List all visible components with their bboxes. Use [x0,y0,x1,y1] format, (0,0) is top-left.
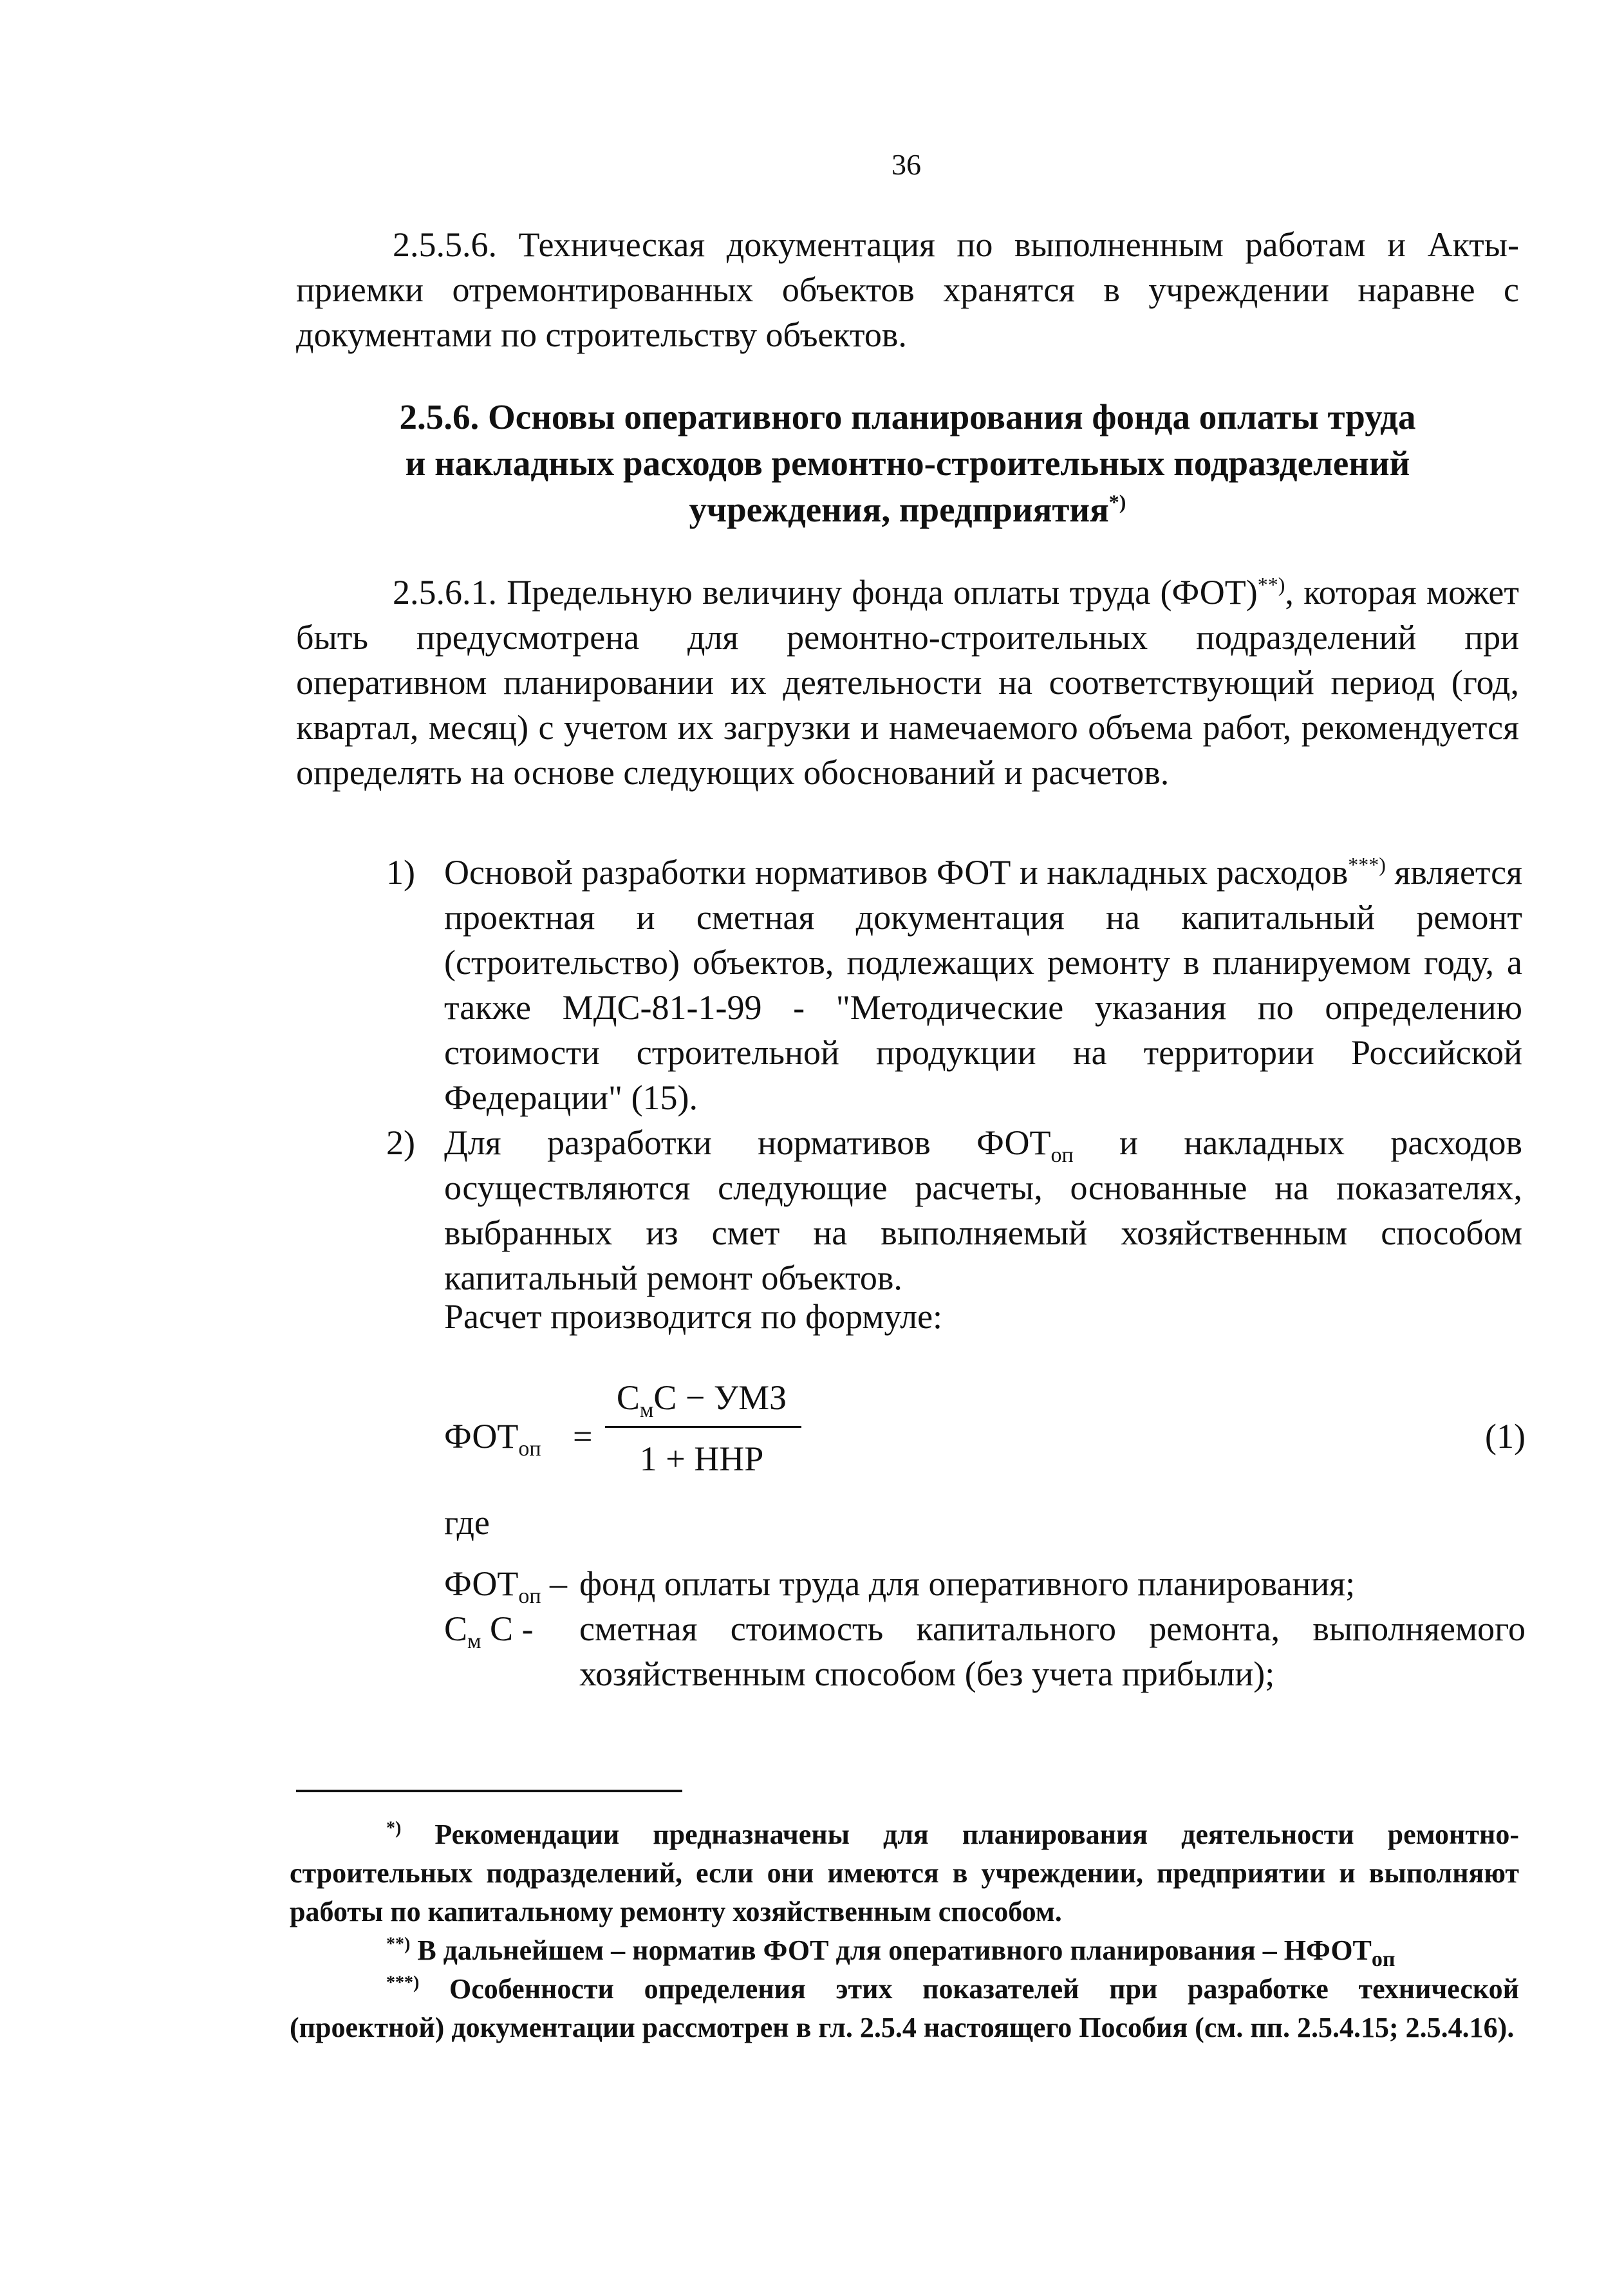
paragraph-text-start: 2.5.6.1. Предельную величину фонда оплаты труда (ФОТ) [393,573,1258,612]
term-subscript: оп [518,1584,541,1608]
definition-term [444,1606,534,1651]
formula-denominator: 1 + ННР [639,1439,764,1478]
formula-lhs-text: ФОТ [444,1417,519,1456]
numbered-list [386,850,1522,1300]
list-number: 2) [386,1123,415,1162]
footnote-2 [290,1931,1519,1970]
footnote-marker-1: *) [1108,490,1126,514]
footnote-marker-2: **) [1257,573,1285,596]
footnote-1-text: Рекомендации предназначены для планирования деятельности ремонтно-строительных подразделений, если они имеются в учреждении, предприятии и выполняют работы по капитальному ремонту хозяйственным способом. [290,1819,1519,1927]
definition-term [444,1561,567,1606]
definition-smc [444,1606,1526,1696]
heading-line-2: и накладных расходов ремонтно-строительных подразделений [405,444,1410,483]
paragraph-text [296,570,1519,795]
footnote-2-marker: **) [386,1934,411,1954]
paragraph-2-5-5-6 [296,222,1519,357]
footnote-2-subscript: оп [1371,1947,1395,1971]
numerator-rest: С − УМЗ [653,1378,787,1417]
heading-line-3 [296,487,1519,533]
where-label: где [444,1503,490,1542]
numerator-c: С [616,1378,640,1417]
list-item-text-start: Основой разработки нормативов ФОТ и накладных расходов [444,853,1349,892]
formula-1 [444,1378,1526,1500]
footnote-2-text: В дальнейшем – норматив ФОТ для оперативного планирования – НФОТ [410,1935,1372,1966]
formula-lhs [444,1416,541,1461]
paragraph-text-rest: , которая может быть предусмотрена для ремонтно-строительных подразделений при оперативном планировании их деятельности на соответствующий период (год, квартал, месяц) с учетом их загрузки и намечаемого объема работ, рекомендуется определять на основе следующих обоснований и расчетов. [296,573,1519,792]
fraction-bar [605,1426,801,1428]
term-subscript: м [467,1629,481,1653]
formula-reference: (1) [1485,1417,1526,1456]
footnotes [290,1815,1519,2047]
definition-fot [444,1561,1526,1606]
term-rest: С - [481,1609,534,1648]
formula-intro: Расчет производится по формуле: [444,1297,943,1336]
formula-equals: = [573,1417,593,1456]
section-heading [296,394,1519,533]
footnote-1-marker: *) [386,1818,402,1839]
paragraph-2-5-6-1 [296,570,1519,795]
formula-lhs-subscript: оп [518,1436,541,1461]
definition-text: фонд оплаты труда для оперативного планирования; [579,1564,1356,1603]
footnote-3-marker: ***) [386,1972,420,1993]
list-item-text-start: Для разработки нормативов ФОТ [444,1123,1051,1162]
definition-text: сметная стоимость капитального ремонта, выполняемого хозяйственным способом (без учета прибыли); [579,1609,1526,1693]
list-item-1 [386,850,1522,1120]
footnote-divider [296,1790,682,1792]
definitions-list [444,1561,1526,1696]
term-dash: – [541,1564,568,1603]
paragraph-text: 2.5.5.6. Техническая документация по выполненным работам и Акты-приемки отремонтированных объектов хранятся в учреждении наравне с документами по строительству объектов. [296,225,1519,354]
list-item-text-rest: и накладных расходов осуществляются следующие расчеты, основанные на показателях, выбранных из смет на выполняемый хозяйственным способом капитальный ремонт объектов. [444,1123,1522,1297]
numerator-subscript: м [639,1398,654,1422]
formula-numerator [599,1378,805,1422]
heading-line-3-text: учреждения, предприятия [689,490,1109,529]
term-text: С [444,1609,468,1648]
list-item-2 [386,1120,1522,1300]
term-text: ФОТ [444,1564,519,1603]
footnote-3 [290,1970,1519,2047]
list-number: 1) [386,853,415,892]
page-number: 36 [891,148,921,181]
footnote-marker-3: ***) [1348,853,1386,876]
footnote-3-text: Особенности определения этих показателей при разработке технической (проектной) документации рассмотрен в гл. 2.5.4 настоящего Пособия (см. пп. 2.5.4.15; 2.5.4.16). [290,1973,1519,2043]
heading-line-1: 2.5.6. Основы оперативного планирования фонда оплаты труда [399,397,1416,436]
subscript: оп [1050,1143,1074,1167]
footnote-1 [290,1815,1519,1931]
list-item-text-rest: является проектная и сметная документация на капитальный ремонт (строительство) объектов, подлежащих ремонту в планируемом году, а также МДС-81-1-99 - "Методические указания по определению стоимости строительной продукции на территории Российской Федерации" (15). [444,853,1522,1117]
